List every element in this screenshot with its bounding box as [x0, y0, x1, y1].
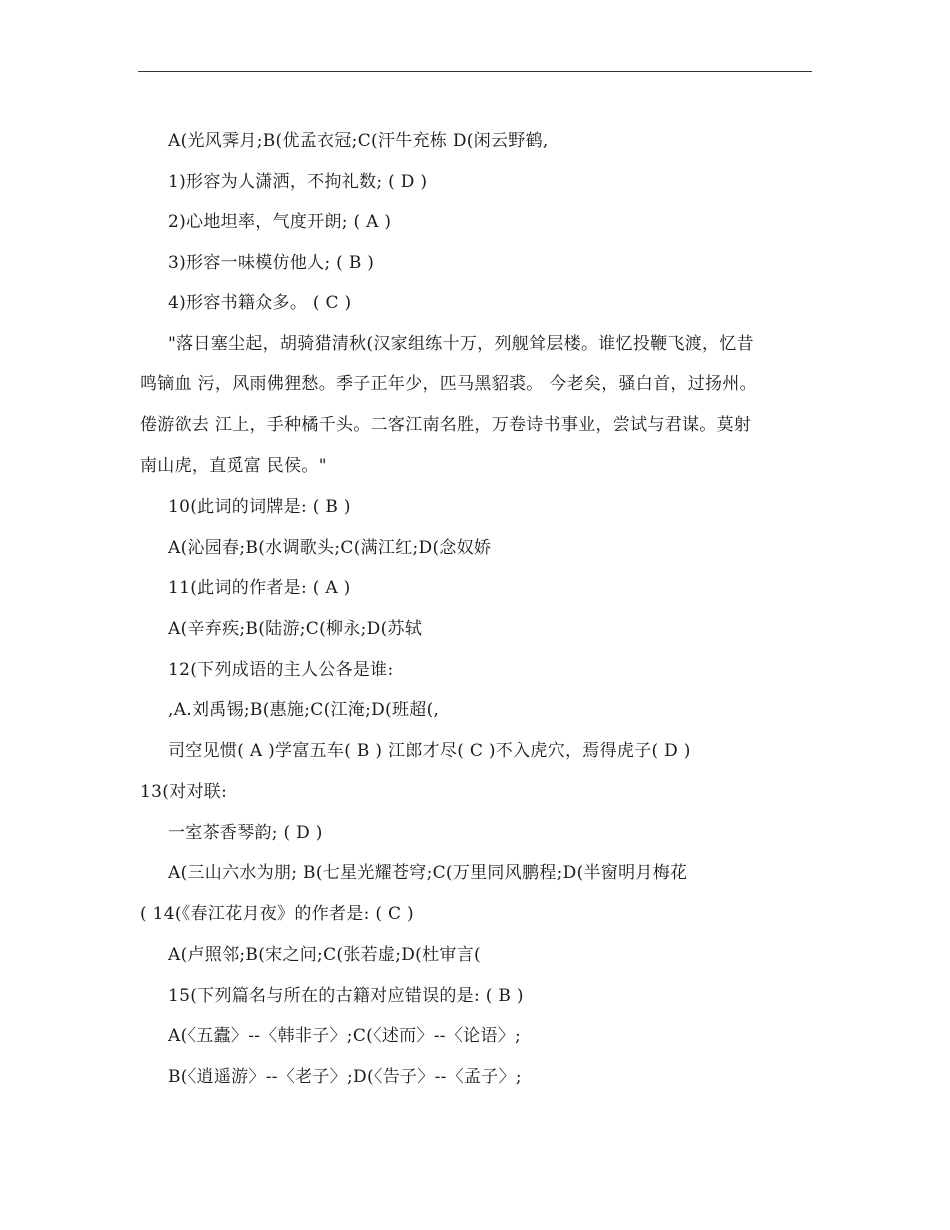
- options-line: A(辛弃疾;B(陆游;C(柳永;D(苏轼: [168, 619, 423, 639]
- header-rule: [138, 71, 812, 72]
- question-item: 1)形容为人潇洒，不拘礼数; ( D ): [168, 172, 428, 192]
- options-line: B(〈逍遥游〉--〈老子〉;D(〈告子〉--〈孟子〉;: [168, 1067, 522, 1087]
- options-line: A(〈五蠹〉--〈韩非子〉;C(〈述而〉--〈论语〉;: [168, 1026, 522, 1046]
- poem-line: 倦游欲去 江上，手种橘千头。二客江南名胜，万卷诗书事业，尝试与君谋。莫射: [140, 415, 752, 435]
- question-item: 12(下列成语的主人公各是谁:: [168, 660, 394, 680]
- question-item: 3)形容一味模仿他人; ( B ): [168, 253, 375, 273]
- poem-line: 南山虎，直觅富 民侯。": [140, 456, 327, 476]
- question-item: 11(此词的作者是: ( A ): [168, 578, 351, 598]
- options-line: A(沁园春;B(水调歌头;C(满江红;D(念奴娇: [168, 538, 492, 558]
- question-item: 4)形容书籍众多。 ( C ): [168, 293, 352, 313]
- options-line: A(三山六水为朋; B(七星光耀苍穹;C(万里同风鹏程;D(半窗明月梅花: [168, 863, 688, 883]
- question-item: 2)心地坦率，气度开朗; ( A ): [168, 212, 392, 232]
- poem-line: "落日塞尘起，胡骑猎清秋(汉家组练十万，列舰耸层楼。谁忆投鞭飞渡，忆昔: [168, 334, 754, 354]
- question-item: 一室茶香琴韵; ( D ): [168, 823, 323, 843]
- poem-line: 鸣镝血 污，风雨佛狸愁。季子正年少，匹马黑貂裘。 今老矣，骚白首，过扬州。: [140, 374, 757, 394]
- question-item: ( 14(《春江花月夜》的作者是: ( C ): [140, 904, 414, 924]
- options-line: A(卢照邻;B(宋之问;C(张若虚;D(杜审言(: [168, 945, 481, 965]
- answer-line: 司空见惯( A )学富五车( B ) 江郎才尽( C )不入虎穴，焉得虎子( D ): [168, 741, 691, 761]
- question-item: 15(下列篇名与所在的古籍对应错误的是: ( B ): [168, 986, 524, 1006]
- options-line: A(光风霁月;B(优孟衣冠;C(汗牛充栋 D(闲云野鹤,: [168, 131, 549, 151]
- question-item: 13(对对联:: [140, 782, 228, 802]
- options-line: ,A.刘禹锡;B(惠施;C(江淹;D(班超(,: [168, 700, 440, 720]
- question-item: 10(此词的词牌是: ( B ): [168, 497, 351, 517]
